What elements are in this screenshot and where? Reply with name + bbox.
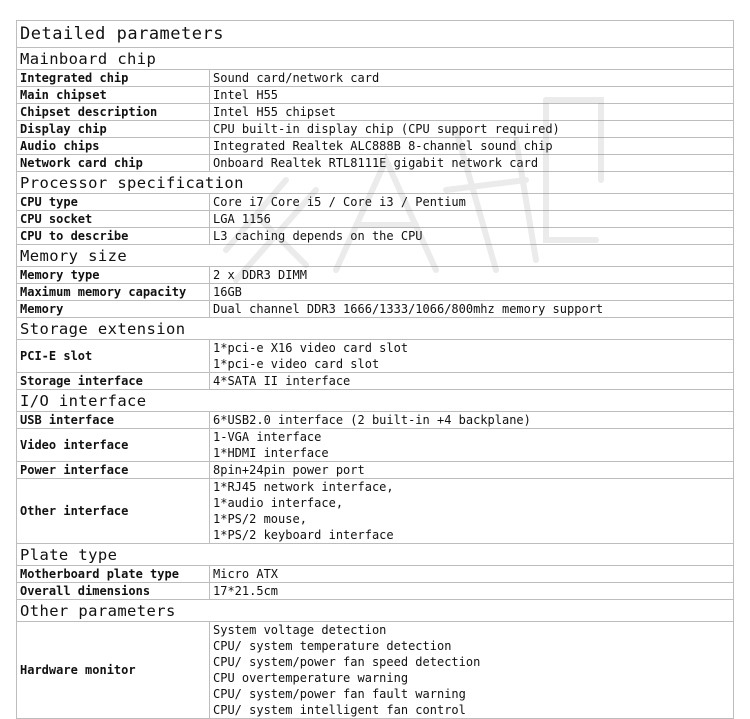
param-value xyxy=(210,583,734,600)
param-value-line: 6*USB2.0 interface (2 built-in +4 backplane) xyxy=(213,413,531,427)
table-title: Detailed parameters xyxy=(17,21,734,48)
param-value xyxy=(210,211,734,228)
param-value-line: Core i7 Core i5 / Core i3 / Pentium xyxy=(213,195,466,209)
param-value xyxy=(210,155,734,172)
section-heading-other-parameters: Other parameters xyxy=(17,600,734,622)
param-label-main-chipset: Main chipset xyxy=(17,87,210,104)
section-heading-row xyxy=(17,390,734,412)
section-heading-plate-type: Plate type xyxy=(17,544,734,566)
table-row xyxy=(17,104,734,121)
param-value-line: 1*pci-e X16 video card slot xyxy=(213,341,409,355)
param-value-line: CPU/ system/power fan speed detection xyxy=(213,655,481,669)
table-row xyxy=(17,340,734,373)
param-value-line: CPU overtemperature warning xyxy=(213,671,409,685)
param-label-power-interface: Power interface xyxy=(17,462,210,479)
param-value-line: 1*HDMI interface xyxy=(213,446,329,460)
section-heading-row xyxy=(17,245,734,267)
param-value-line: 2 x DDR3 DIMM xyxy=(213,268,307,282)
table-row xyxy=(17,87,734,104)
param-value xyxy=(210,87,734,104)
param-value-line: 16GB xyxy=(213,285,242,299)
param-value xyxy=(210,462,734,479)
spec-table-body xyxy=(17,21,734,719)
section-heading-row xyxy=(17,48,734,70)
param-value xyxy=(210,267,734,284)
table-row xyxy=(17,479,734,544)
param-value xyxy=(210,194,734,211)
table-row xyxy=(17,462,734,479)
param-value xyxy=(210,284,734,301)
param-value xyxy=(210,70,734,87)
section-heading-row xyxy=(17,318,734,340)
param-value xyxy=(210,479,734,544)
param-label-storage-interface: Storage interface xyxy=(17,373,210,390)
table-row xyxy=(17,267,734,284)
table-row xyxy=(17,121,734,138)
table-row xyxy=(17,138,734,155)
table-row xyxy=(17,284,734,301)
section-heading-row xyxy=(17,172,734,194)
param-label-cpu-to-describe: CPU to describe xyxy=(17,228,210,245)
param-value-line: 8pin+24pin power port xyxy=(213,463,365,477)
param-label-integrated-chip: Integrated chip xyxy=(17,70,210,87)
section-heading-storage-extension: Storage extension xyxy=(17,318,734,340)
param-value-line: Onboard Realtek RTL8111E gigabit network card xyxy=(213,156,539,170)
param-label-display-chip: Display chip xyxy=(17,121,210,138)
param-value-line: System voltage detection xyxy=(213,623,387,637)
param-label-cpu-socket: CPU socket xyxy=(17,211,210,228)
section-heading-row xyxy=(17,600,734,622)
param-label-pci-e-slot: PCI-E slot xyxy=(17,340,210,373)
param-value-line: 1*PS/2 mouse, xyxy=(213,512,307,526)
param-value-line: 1*pci-e video card slot xyxy=(213,357,380,371)
param-value xyxy=(210,121,734,138)
param-value-line: Intel H55 chipset xyxy=(213,105,336,119)
table-row xyxy=(17,429,734,462)
spec-table xyxy=(16,20,734,719)
table-row xyxy=(17,194,734,211)
param-value xyxy=(210,301,734,318)
param-value-line: Micro ATX xyxy=(213,567,279,581)
param-label-network-card-chip: Network card chip xyxy=(17,155,210,172)
param-value xyxy=(210,622,734,719)
table-row xyxy=(17,70,734,87)
param-value-line: 1-VGA interface xyxy=(213,430,322,444)
param-value-line: CPU/ system/power fan fault warning xyxy=(213,687,466,701)
table-row xyxy=(17,228,734,245)
table-row xyxy=(17,412,734,429)
param-value-line: 1*audio interface, xyxy=(213,496,344,510)
section-heading-i-o-interface: I/O interface xyxy=(17,390,734,412)
param-value-line: Intel H55 xyxy=(213,88,279,102)
section-heading-row xyxy=(17,544,734,566)
param-value-line: CPU/ system temperature detection xyxy=(213,639,452,653)
param-label-other-interface: Other interface xyxy=(17,479,210,544)
param-label-maximum-memory-capacity: Maximum memory capacity xyxy=(17,284,210,301)
param-label-chipset-description: Chipset description xyxy=(17,104,210,121)
param-value-line: 1*PS/2 keyboard interface xyxy=(213,528,394,542)
param-value-line: LGA 1156 xyxy=(213,212,271,226)
param-value-line: 17*21.5cm xyxy=(213,584,279,598)
param-label-audio-chips: Audio chips xyxy=(17,138,210,155)
param-value-line: 1*RJ45 network interface, xyxy=(213,480,394,494)
param-value-line: Dual channel DDR3 1666/1333/1066/800mhz memory support xyxy=(213,302,604,316)
param-label-overall-dimensions: Overall dimensions xyxy=(17,583,210,600)
param-value-line: Sound card/network card xyxy=(213,71,380,85)
param-label-memory-type: Memory type xyxy=(17,267,210,284)
table-row xyxy=(17,155,734,172)
param-label-memory: Memory xyxy=(17,301,210,318)
section-heading-processor-specification: Processor specification xyxy=(17,172,734,194)
param-label-cpu-type: CPU type xyxy=(17,194,210,211)
table-row xyxy=(17,622,734,719)
section-heading-mainboard-chip: Mainboard chip xyxy=(17,48,734,70)
table-row xyxy=(17,211,734,228)
param-label-motherboard-plate-type: Motherboard plate type xyxy=(17,566,210,583)
table-row xyxy=(17,583,734,600)
param-value xyxy=(210,566,734,583)
param-value xyxy=(210,228,734,245)
param-value-line: CPU built-in display chip (CPU support required) xyxy=(213,122,560,136)
param-label-usb-interface: USB interface xyxy=(17,412,210,429)
param-value-line: L3 caching depends on the CPU xyxy=(213,229,423,243)
param-value-line: 4*SATA II interface xyxy=(213,374,351,388)
param-value-line: Integrated Realtek ALC888B 8-channel sound chip xyxy=(213,139,553,153)
param-value xyxy=(210,412,734,429)
table-row xyxy=(17,373,734,390)
param-value xyxy=(210,340,734,373)
table-row xyxy=(17,566,734,583)
section-heading-memory-size: Memory size xyxy=(17,245,734,267)
param-value xyxy=(210,373,734,390)
param-value xyxy=(210,138,734,155)
param-label-hardware-monitor: Hardware monitor xyxy=(17,622,210,719)
param-label-video-interface: Video interface xyxy=(17,429,210,462)
param-value-line: CPU/ system intelligent fan control xyxy=(213,703,466,717)
table-row xyxy=(17,301,734,318)
param-value xyxy=(210,429,734,462)
title-row xyxy=(17,21,734,48)
param-value xyxy=(210,104,734,121)
